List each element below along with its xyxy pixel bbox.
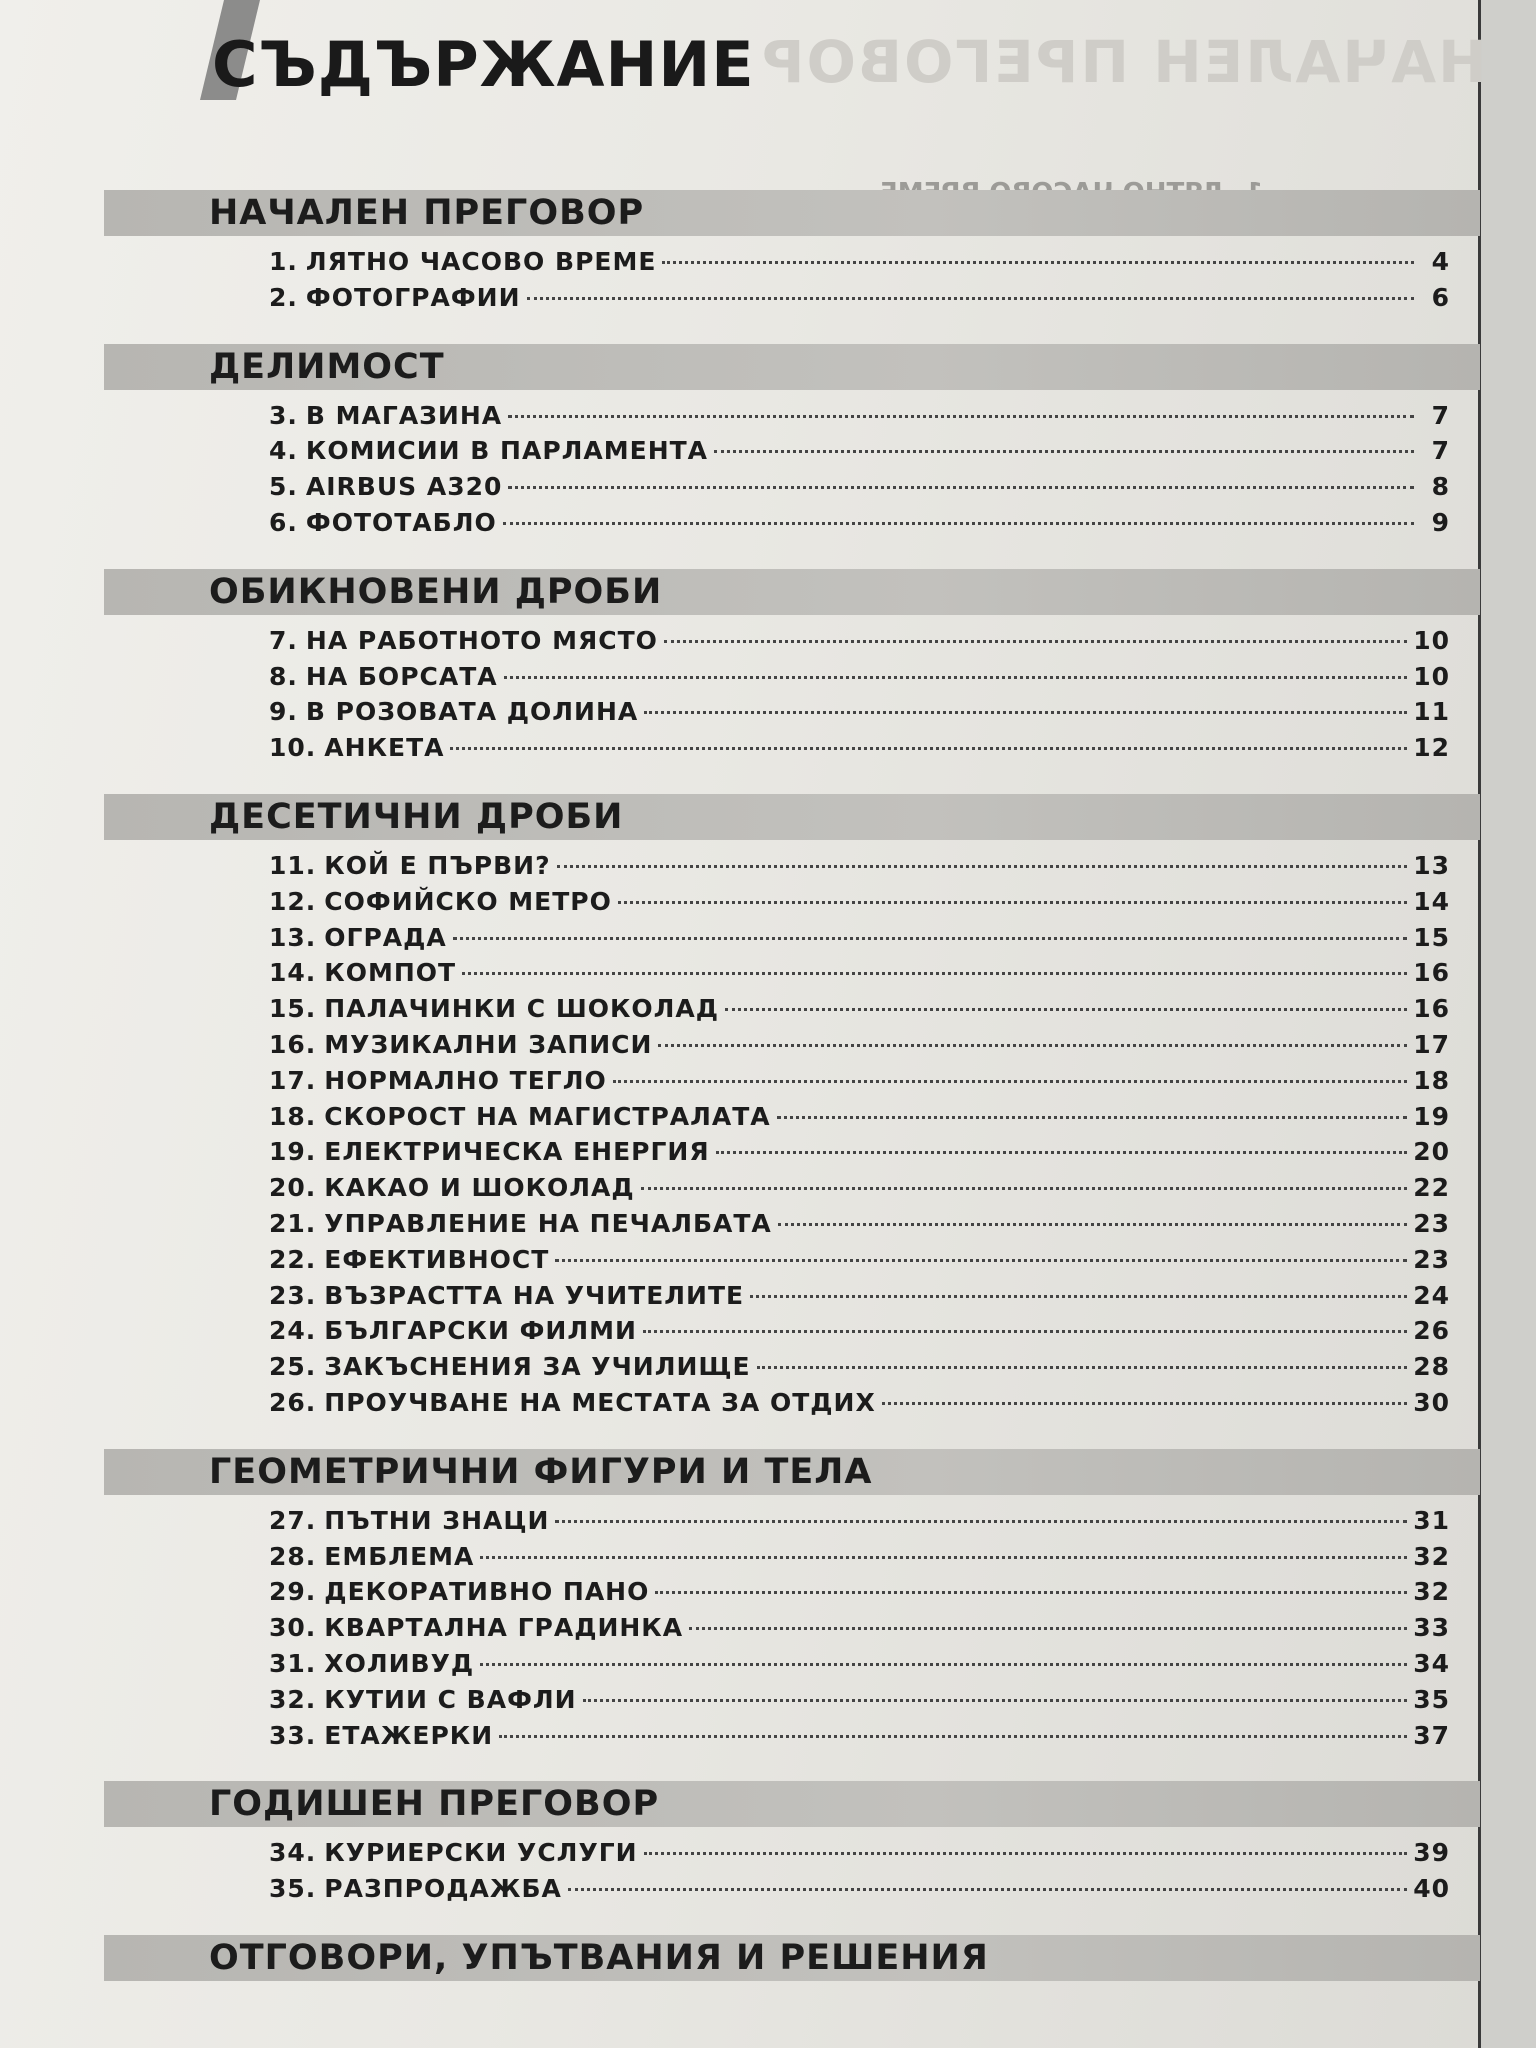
- section-heading: ДЕЛИМОСТ: [104, 344, 1480, 390]
- dot-leader: [778, 1223, 1407, 1226]
- toc-entry[interactable]: [104, 1242, 1480, 1278]
- entry-title: ЕМБЛЕМА: [324, 1541, 475, 1571]
- entry-title: АНКЕТА: [324, 733, 445, 763]
- dot-leader: [655, 1591, 1407, 1594]
- entry-number: 11.: [269, 850, 317, 880]
- entry-title: НА РАБОТНОТО МЯСТО: [305, 625, 658, 655]
- toc-entry[interactable]: [104, 991, 1480, 1027]
- dot-leader: [618, 901, 1407, 904]
- entry-page-number: 10: [1413, 625, 1450, 655]
- toc-entry[interactable]: [104, 398, 1480, 434]
- dot-leader: [568, 1888, 1407, 1891]
- entry-number: 27.: [269, 1505, 317, 1535]
- dot-leader: [613, 1080, 1407, 1083]
- dot-leader: [503, 522, 1414, 525]
- entry-page-number: 24: [1413, 1280, 1450, 1310]
- entry-page-number: 37: [1413, 1720, 1450, 1750]
- toc-entry[interactable]: [104, 1313, 1480, 1349]
- entry-title: КУРИЕРСКИ УСЛУГИ: [324, 1838, 638, 1868]
- entry-number: 12.: [269, 886, 317, 916]
- entry-title: В МАГАЗИНА: [305, 400, 503, 430]
- entry-page-number: 35: [1413, 1684, 1450, 1714]
- dot-leader: [662, 261, 1414, 264]
- entry-title: ДЕКОРАТИВНО ПАНО: [324, 1577, 650, 1607]
- entry-page-number: 40: [1413, 1874, 1450, 1904]
- entry-title: КУТИИ С ВАФЛИ: [324, 1684, 577, 1714]
- entry-page-number: 23: [1413, 1208, 1450, 1238]
- toc-entry[interactable]: [104, 1206, 1480, 1242]
- entry-title: ПРОУЧВАНЕ НА МЕСТАТА ЗА ОТДИХ: [324, 1387, 876, 1417]
- entry-page-number: 7: [1431, 436, 1450, 466]
- toc-entry[interactable]: [104, 1574, 1480, 1610]
- toc-entry[interactable]: [104, 469, 1480, 505]
- entry-number: 14.: [269, 958, 317, 988]
- entry-number: 19.: [269, 1137, 317, 1167]
- entry-number: 15.: [269, 994, 317, 1024]
- entry-page-number: 32: [1413, 1541, 1450, 1571]
- toc-entry[interactable]: [104, 505, 1480, 541]
- toc-entry[interactable]: [104, 659, 1480, 695]
- toc-entry[interactable]: [104, 244, 1480, 280]
- entry-number: 16.: [269, 1029, 317, 1059]
- entry-number: 2.: [269, 282, 298, 312]
- dot-leader: [555, 1520, 1407, 1523]
- dot-leader: [714, 450, 1414, 453]
- toc-entry[interactable]: [104, 1718, 1480, 1754]
- dot-leader: [689, 1627, 1407, 1630]
- toc-entry[interactable]: [104, 1385, 1480, 1421]
- entry-title: В РОЗОВАТА ДОЛИНА: [305, 697, 639, 727]
- entry-number: 25.: [269, 1352, 317, 1382]
- dot-leader: [750, 1295, 1407, 1298]
- entry-page-number: 33: [1413, 1613, 1450, 1643]
- entry-number: 28.: [269, 1541, 317, 1571]
- entry-number: 34.: [269, 1838, 317, 1868]
- dot-leader: [777, 1116, 1408, 1119]
- entry-page-number: 16: [1413, 958, 1450, 988]
- dot-leader: [644, 711, 1407, 714]
- dot-leader: [716, 1151, 1408, 1154]
- entry-title: КОМПОТ: [324, 958, 457, 988]
- toc-entry[interactable]: [104, 1646, 1480, 1682]
- entry-number: 17.: [269, 1065, 317, 1095]
- entry-page-number: 32: [1413, 1577, 1450, 1607]
- entry-page-number: 4: [1431, 247, 1450, 276]
- entry-title: КОМИСИИ В ПАРЛАМЕНТА: [305, 436, 709, 466]
- entry-number: 13.: [269, 922, 317, 952]
- entry-page-number: 19: [1413, 1101, 1450, 1131]
- page-margin-background: [1481, 0, 1536, 2048]
- page-title: СЪДЪРЖАНИЕ: [212, 28, 755, 101]
- section-heading: ОБИКНОВЕНИ ДРОБИ: [104, 569, 1480, 615]
- dot-leader: [480, 1663, 1407, 1666]
- entry-page-number: 14: [1413, 886, 1450, 916]
- toc-entry[interactable]: [104, 1278, 1480, 1314]
- toc-section: [104, 1781, 1480, 1907]
- entry-page-number: 18: [1413, 1065, 1450, 1095]
- toc-entry[interactable]: [104, 955, 1480, 991]
- entry-page-number: 34: [1413, 1648, 1450, 1678]
- entry-page-number: 22: [1413, 1173, 1450, 1203]
- entry-page-number: 30: [1413, 1387, 1450, 1417]
- dot-leader: [583, 1699, 1408, 1702]
- toc-entry[interactable]: [104, 280, 1480, 316]
- toc-entry[interactable]: [104, 1134, 1480, 1170]
- entry-title: УПРАВЛЕНИЕ НА ПЕЧАЛБАТА: [324, 1208, 772, 1238]
- toc-entry[interactable]: [104, 1170, 1480, 1206]
- entry-title: ЕТАЖЕРКИ: [324, 1720, 494, 1750]
- dot-leader: [557, 865, 1408, 868]
- entry-number: 7.: [269, 625, 298, 655]
- entry-number: 24.: [269, 1316, 317, 1346]
- entry-page-number: 11: [1413, 697, 1450, 727]
- entry-title: ХОЛИВУД: [324, 1648, 475, 1678]
- entry-page-number: 9: [1431, 507, 1450, 537]
- toc-section: [104, 190, 1480, 316]
- toc-entry[interactable]: [104, 1027, 1480, 1063]
- dot-leader: [508, 486, 1414, 489]
- toc-section: [104, 794, 1480, 1421]
- entry-title: ПАЛАЧИНКИ С ШОКОЛАД: [324, 994, 720, 1024]
- entry-page-number: 20: [1413, 1137, 1450, 1167]
- entry-page-number: 8: [1431, 472, 1450, 502]
- dot-leader: [453, 937, 1407, 940]
- entry-number: 18.: [269, 1101, 317, 1131]
- entry-number: 5.: [269, 472, 298, 502]
- section-heading: ОТГОВОРИ, УПЪТВАНИЯ И РЕШЕНИЯ: [104, 1935, 1480, 1981]
- entry-page-number: 6: [1431, 282, 1450, 312]
- entry-title: ВЪЗРАСТТА НА УЧИТЕЛИТЕ: [324, 1280, 745, 1310]
- toc-entry[interactable]: [104, 1835, 1480, 1871]
- toc-entry[interactable]: [104, 1099, 1480, 1135]
- toc-entry[interactable]: [104, 1503, 1480, 1539]
- entry-number: 23.: [269, 1280, 317, 1310]
- section-heading: ГЕОМЕТРИЧНИ ФИГУРИ И ТЕЛА: [104, 1449, 1480, 1495]
- toc-section: [104, 1935, 1480, 1981]
- dot-leader: [508, 415, 1414, 418]
- dot-leader: [664, 640, 1407, 643]
- entry-number: 30.: [269, 1613, 317, 1643]
- dot-leader: [555, 1259, 1407, 1262]
- dot-leader: [725, 1008, 1407, 1011]
- toc-entry[interactable]: [104, 694, 1480, 730]
- entry-page-number: 23: [1413, 1244, 1450, 1274]
- toc-entry[interactable]: [104, 1610, 1480, 1646]
- dot-leader: [882, 1402, 1407, 1405]
- entry-page-number: 39: [1413, 1838, 1450, 1868]
- toc-entry[interactable]: [104, 1349, 1480, 1385]
- entry-title: РАЗПРОДАЖБА: [324, 1874, 562, 1904]
- dot-leader: [641, 1187, 1408, 1190]
- entry-title: ЗАКЪСНЕНИЯ ЗА УЧИЛИЩЕ: [324, 1352, 751, 1382]
- dot-leader: [658, 1044, 1407, 1047]
- dot-leader: [450, 747, 1407, 750]
- entry-number: 6.: [269, 507, 298, 537]
- entry-number: 22.: [269, 1244, 317, 1274]
- entry-title: ЛЯТНО ЧАСОВО ВРЕМЕ: [305, 247, 657, 276]
- entry-title: БЪЛГАРСКИ ФИЛМИ: [324, 1316, 637, 1346]
- entry-title: ФОТОТАБЛО: [305, 507, 497, 537]
- entry-number: 1.: [269, 247, 298, 276]
- dot-leader: [499, 1735, 1407, 1738]
- entry-number: 26.: [269, 1387, 317, 1417]
- entry-page-number: 12: [1413, 733, 1450, 763]
- dot-leader: [643, 1330, 1407, 1333]
- toc-entry[interactable]: [104, 1871, 1480, 1907]
- entry-title: НОРМАЛНО ТЕГЛО: [324, 1065, 607, 1095]
- entry-title: ФОТОГРАФИИ: [305, 282, 521, 312]
- entry-number: 21.: [269, 1208, 317, 1238]
- dot-leader: [504, 676, 1408, 679]
- entry-title: НА БОРСАТА: [305, 661, 498, 691]
- entry-number: 35.: [269, 1874, 317, 1904]
- entry-number: 29.: [269, 1577, 317, 1607]
- section-heading: ГОДИШЕН ПРЕГОВОР: [104, 1781, 1480, 1827]
- entry-number: 10.: [269, 733, 317, 763]
- entry-title: ЕФЕКТИВНОСТ: [324, 1244, 550, 1274]
- toc-entry[interactable]: [104, 730, 1480, 766]
- entry-page-number: 15: [1413, 922, 1450, 952]
- bleed-through-heading: НАЧАЛЕН ПРЕГОВОР: [760, 28, 1487, 96]
- toc-entry[interactable]: [104, 433, 1480, 469]
- toc-section: [104, 344, 1480, 541]
- dot-leader: [757, 1366, 1408, 1369]
- entry-page-number: 7: [1431, 400, 1450, 430]
- entry-page-number: 16: [1413, 994, 1450, 1024]
- entry-title: МУЗИКАЛНИ ЗАПИСИ: [324, 1029, 653, 1059]
- toc-entry[interactable]: [104, 623, 1480, 659]
- dot-leader: [480, 1556, 1407, 1559]
- dot-leader: [462, 972, 1407, 975]
- entry-title: СОФИЙСКО МЕТРО: [324, 886, 612, 916]
- entry-number: 20.: [269, 1173, 317, 1203]
- entry-title: КВАРТАЛНА ГРАДИНКА: [324, 1613, 684, 1643]
- entry-number: 33.: [269, 1720, 317, 1750]
- entry-number: 32.: [269, 1684, 317, 1714]
- section-heading: ДЕСЕТИЧНИ ДРОБИ: [104, 794, 1480, 840]
- dot-leader: [644, 1852, 1408, 1855]
- entry-page-number: 26: [1413, 1316, 1450, 1346]
- entry-title: КОЙ Е ПЪРВИ?: [324, 850, 551, 880]
- entry-page-number: 17: [1413, 1029, 1450, 1059]
- toc-entry[interactable]: [104, 1682, 1480, 1718]
- entry-number: 3.: [269, 400, 298, 430]
- toc-entry[interactable]: [104, 920, 1480, 956]
- toc-entry[interactable]: [104, 1063, 1480, 1099]
- section-heading: НАЧАЛЕН ПРЕГОВОР: [104, 190, 1480, 236]
- entry-title: ОГРАДА: [324, 922, 447, 952]
- entry-title: СКОРОСТ НА МАГИСТРАЛАТА: [324, 1101, 771, 1131]
- entry-title: ЕЛЕКТРИЧЕСКА ЕНЕРГИЯ: [324, 1137, 710, 1167]
- entry-number: 9.: [269, 697, 298, 727]
- dot-leader: [527, 297, 1415, 300]
- entry-title: AIRBUS A320: [305, 472, 503, 502]
- entry-page-number: 10: [1413, 661, 1450, 691]
- entry-number: 31.: [269, 1648, 317, 1678]
- entry-page-number: 31: [1413, 1505, 1450, 1535]
- toc-section: [104, 1449, 1480, 1754]
- toc-entry[interactable]: [104, 848, 1480, 884]
- entry-page-number: 13: [1413, 850, 1450, 880]
- table-of-contents: [104, 190, 1480, 2009]
- toc-section: [104, 569, 1480, 766]
- entry-page-number: 28: [1413, 1352, 1450, 1382]
- toc-entry[interactable]: [104, 1539, 1480, 1575]
- entry-title: КАКАО И ШОКОЛАД: [324, 1173, 635, 1203]
- entry-number: 4.: [269, 436, 298, 466]
- entry-title: ПЪТНИ ЗНАЦИ: [324, 1505, 550, 1535]
- toc-entry[interactable]: [104, 884, 1480, 920]
- entry-number: 8.: [269, 661, 298, 691]
